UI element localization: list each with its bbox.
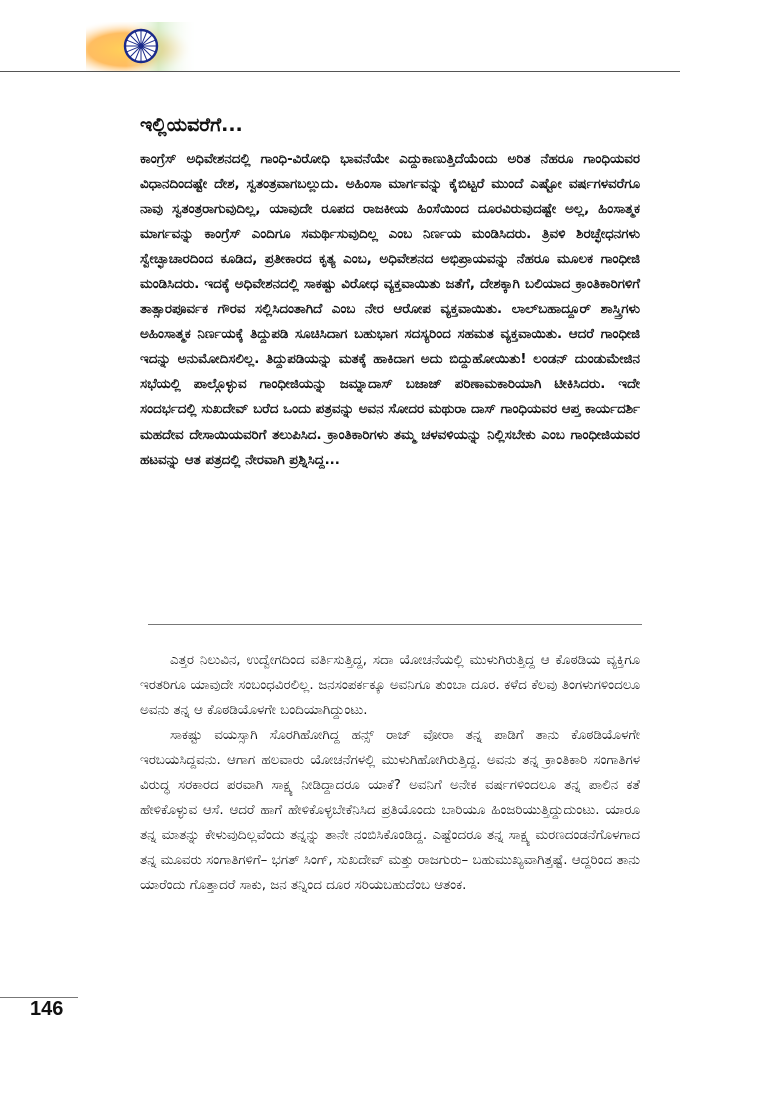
header-rule xyxy=(0,71,680,72)
section-divider xyxy=(148,624,642,625)
story-text xyxy=(140,648,640,898)
page-number: 146 xyxy=(30,998,64,1020)
summary-paragraph: ಕಾಂಗ್ರೆಸ್ ಅಧಿವೇಶನದಲ್ಲಿ ಗಾಂಧಿ-ವಿರೋಧಿ ಭಾವನೆಯೇ ಎದ್ದುಕಾಣುತ್ತಿದೆಯೆಂದು ಅರಿತ ನೆಹರೂ ಗಾಂಧಿಯವರ ವಿಧಾನದಿಂದಷ್ಟೇ ದೇಶ, ಸ್ವತಂತ್ರವಾಗಬಲ್ಲುದು. ಅಹಿಂಸಾ ಮಾರ್ಗವನ್ನು ಕೈಬಿಟ್ಟರೆ ಮುಂದೆ ಎಷ್ಟೋ ವರ್ಷಗಳವರೆಗೂ ನಾವು ಸ್ವತಂತ್ರರಾಗುವುದಿಲ್ಲ, ಯಾವುದೇ ರೂಪದ ರಾಜಕೀಯ ಹಿಂಸೆಯಿಂದ ದೂರವಿರುವುದಷ್ಟೇ ಅಲ್ಲ, ಹಿಂಸಾತ್ಮಕ ಮಾರ್ಗವನ್ನು ಕಾಂಗ್ರೆಸ್ ಎಂದಿಗೂ ಸಮರ್ಥಿಸುವುದಿಲ್ಲ ಎಂಬ ನಿರ್ಣಯ ಮಂಡಿಸಿದರು. ತ್ರಿವಳಿ ಶಿರಚ್ಛೇಧನಗಳು ಸ್ವೇಚ್ಛಾಚಾರದಿಂದ ಕೂಡಿದ, ಪ್ರತೀಕಾರದ ಕೃತ್ಯ ಎಂಬ, ಅಧಿವೇಶನದ ಅಭಿಪ್ರಾಯವನ್ನು ನೆಹರೂ ಮೂಲಕ ಗಾಂಧೀಜಿ ಮಂಡಿಸಿದರು. ಇದಕ್ಕೆ ಅಧಿವೇಶನದಲ್ಲಿ ಸಾಕಷ್ಟು ವಿರೋಧ ವ್ಯಕ್ತವಾಯಿತು ಜತೆಗೆ, ದೇಶಕ್ಕಾಗಿ ಬಲಿಯಾದ ಕ್ರಾಂತಿಕಾರಿಗಳಿಗೆ ತಾತ್ಸಾರಪೂರ್ವಕ ಗೌರವ ಸಲ್ಲಿಸಿದಂತಾಗಿದೆ ಎಂಬ ನೇರ ಆರೋಪ ವ್ಯಕ್ತವಾಯಿತು. ಲಾಲ್‌ಬಹಾದ್ದೂರ್ ಶಾಸ್ತ್ರಿಗಳು ಅಹಿಂಸಾತ್ಮಕ ನಿರ್ಣಯಕ್ಕೆ ತಿದ್ದುಪಡಿ ಸೂಚಿಸಿದಾಗ ಬಹುಭಾಗ ಸದಸ್ಯರಿಂದ ಸಹಮತ ವ್ಯಕ್ತವಾಯಿತು. ಆದರೆ ಗಾಂಧೀಜಿ ಇದನ್ನು ಅನುಮೋದಿಸಲಿಲ್ಲ. ತಿದ್ದುಪಡಿಯನ್ನು ಮತಕ್ಕೆ ಹಾಕಿದಾಗ ಅದು ಬಿದ್ದುಹೋಯಿತು! ಲಂಡನ್ ದುಂಡುಮೇಜಿನ ಸಭೆಯಲ್ಲಿ ಪಾಲ್ಗೊಳ್ಳುವ ಗಾಂಧೀಜಿಯನ್ನು ಜಮ್ನಾದಾಸ್ ಬಜಾಜ್ ಪರಿಣಾಮಕಾರಿಯಾಗಿ ಟೀಕಿಸಿದರು. ಇದೇ ಸಂದರ್ಭದಲ್ಲಿ ಸುಖದೇವ್ ಬರೆದ ಒಂದು ಪತ್ರವನ್ನು ಅವನ ಸೋದರ ಮಥುರಾ ದಾಸ್ ಗಾಂಧಿಯವರ ಆಪ್ತ ಕಾರ್ಯದರ್ಶಿ ಮಹದೇವ ದೇಸಾಯಿಯವರಿಗೆ ತಲುಪಿಸಿದ. ಕ್ರಾಂತಿಕಾರಿಗಳು ತಮ್ಮ ಚಳವಳಿಯನ್ನು ನಿಲ್ಲಿಸಬೇಕು ಎಂಬ ಗಾಂಧೀಜಿಯವರ ಹಟವನ್ನು ಆತ ಪತ್ರದಲ್ಲಿ ನೇರವಾಗಿ ಪ್ರಶ್ನಿಸಿದ್ದ... xyxy=(140,152,640,468)
story-paragraph: ಎತ್ತರ ನಿಲುವಿನ, ಉದ್ವೇಗದಿಂದ ವರ್ತಿಸುತ್ತಿದ್ದ, ಸದಾ ಯೋಚನೆಯಲ್ಲಿ ಮುಳುಗಿರುತ್ತಿದ್ದ ಆ ಕೊಠಡಿಯ ವ್ಯಕ್ತಿಗೂ ಇರತರಿಗೂ ಯಾವುದೇ ಸಂಬಂಧವಿರಲಿಲ್ಲ. ಜನಸಂಪರ್ಕಕ್ಕೂ ಅವನಿಗೂ ತುಂಬಾ ದೂರ. ಕಳೆದ ಕೆಲವು ತಿಂಗಳುಗಳಿಂದಲೂ ಅವನು ತನ್ನ ಆ ಕೊಠಡಿಯೊಳಗೇ ಬಂದಿಯಾಗಿದ್ದುಂಟು. xyxy=(140,653,640,719)
story-paragraph: ಸಾಕಷ್ಟು ವಯಸ್ಸಾಗಿ ಸೊರಗಿಹೋಗಿದ್ದ ಹನ್ಸ್ ರಾಜ್ ವೋರಾ ತನ್ನ ಪಾಡಿಗೆ ತಾನು ಕೊಠಡಿಯೊಳಗೇ ಇರಬಯಸಿದ್ದವನು. ಆಗಾಗ ಹಲವಾರು ಯೋಚನೆಗಳಲ್ಲಿ ಮುಳುಗಿಹೋಗಿರುತ್ತಿದ್ದ. ಅವನು ತನ್ನ ಕ್ರಾಂತಿಕಾರಿ ಸಂಗಾತಿಗಳ ವಿರುದ್ಧ ಸರಕಾರದ ಪರವಾಗಿ ಸಾಕ್ಷ್ಯ ನೀಡಿದ್ದಾದರೂ ಯಾಕೆ? ಅವನಿಗೆ ಅನೇಕ ವರ್ಷಗಳಿಂದಲೂ ತನ್ನ ಪಾಲಿನ ಕತೆ ಹೇಳಿಕೊಳ್ಳುವ ಆಸೆ. ಆದರೆ ಹಾಗೆ ಹೇಳಿಕೊಳ್ಳಬೇಕೆನಿಸಿದ ಪ್ರತಿಯೊಂದು ಬಾರಿಯೂ ಹಿಂಜರಿಯುತ್ತಿದ್ದುದುಂಟು. ಯಾರೂ ತನ್ನ ಮಾತನ್ನು ಕೇಳುವುದಿಲ್ಲವೆಂದು ತನ್ನನ್ನು ತಾನೇ ನಂಬಿಸಿಕೊಂಡಿದ್ದ. ಎಷ್ಟೆಂದರೂ ತನ್ನ ಸಾಕ್ಷ್ಯ ಮರಣದಂಡನೆಗೊಳಗಾದ ತನ್ನ ಮೂವರು ಸಂಗಾತಿಗಳಿಗೆ– ಭಗತ್ ಸಿಂಗ್, ಸುಖದೇವ್ ಮತ್ತು ರಾಜಗುರು– ಬಹುಮುಖ್ಯವಾಗಿತ್ತಷ್ಟೆ. ಆದ್ದರಿಂದ ತಾನು ಯಾರೆಂದು ಗೊತ್ತಾದರೆ ಸಾಕು, ಜನ ತನ್ನಿಂದ ದೂರ ಸರಿಯಬಹುದೆಂಬ ಆತಂಕ. xyxy=(140,728,640,894)
ashoka-chakra-tricolor-logo xyxy=(86,22,198,72)
logo-icon xyxy=(86,22,198,72)
section-title: ಇಲ್ಲಿಯವರೆಗೆ... xyxy=(140,114,243,136)
